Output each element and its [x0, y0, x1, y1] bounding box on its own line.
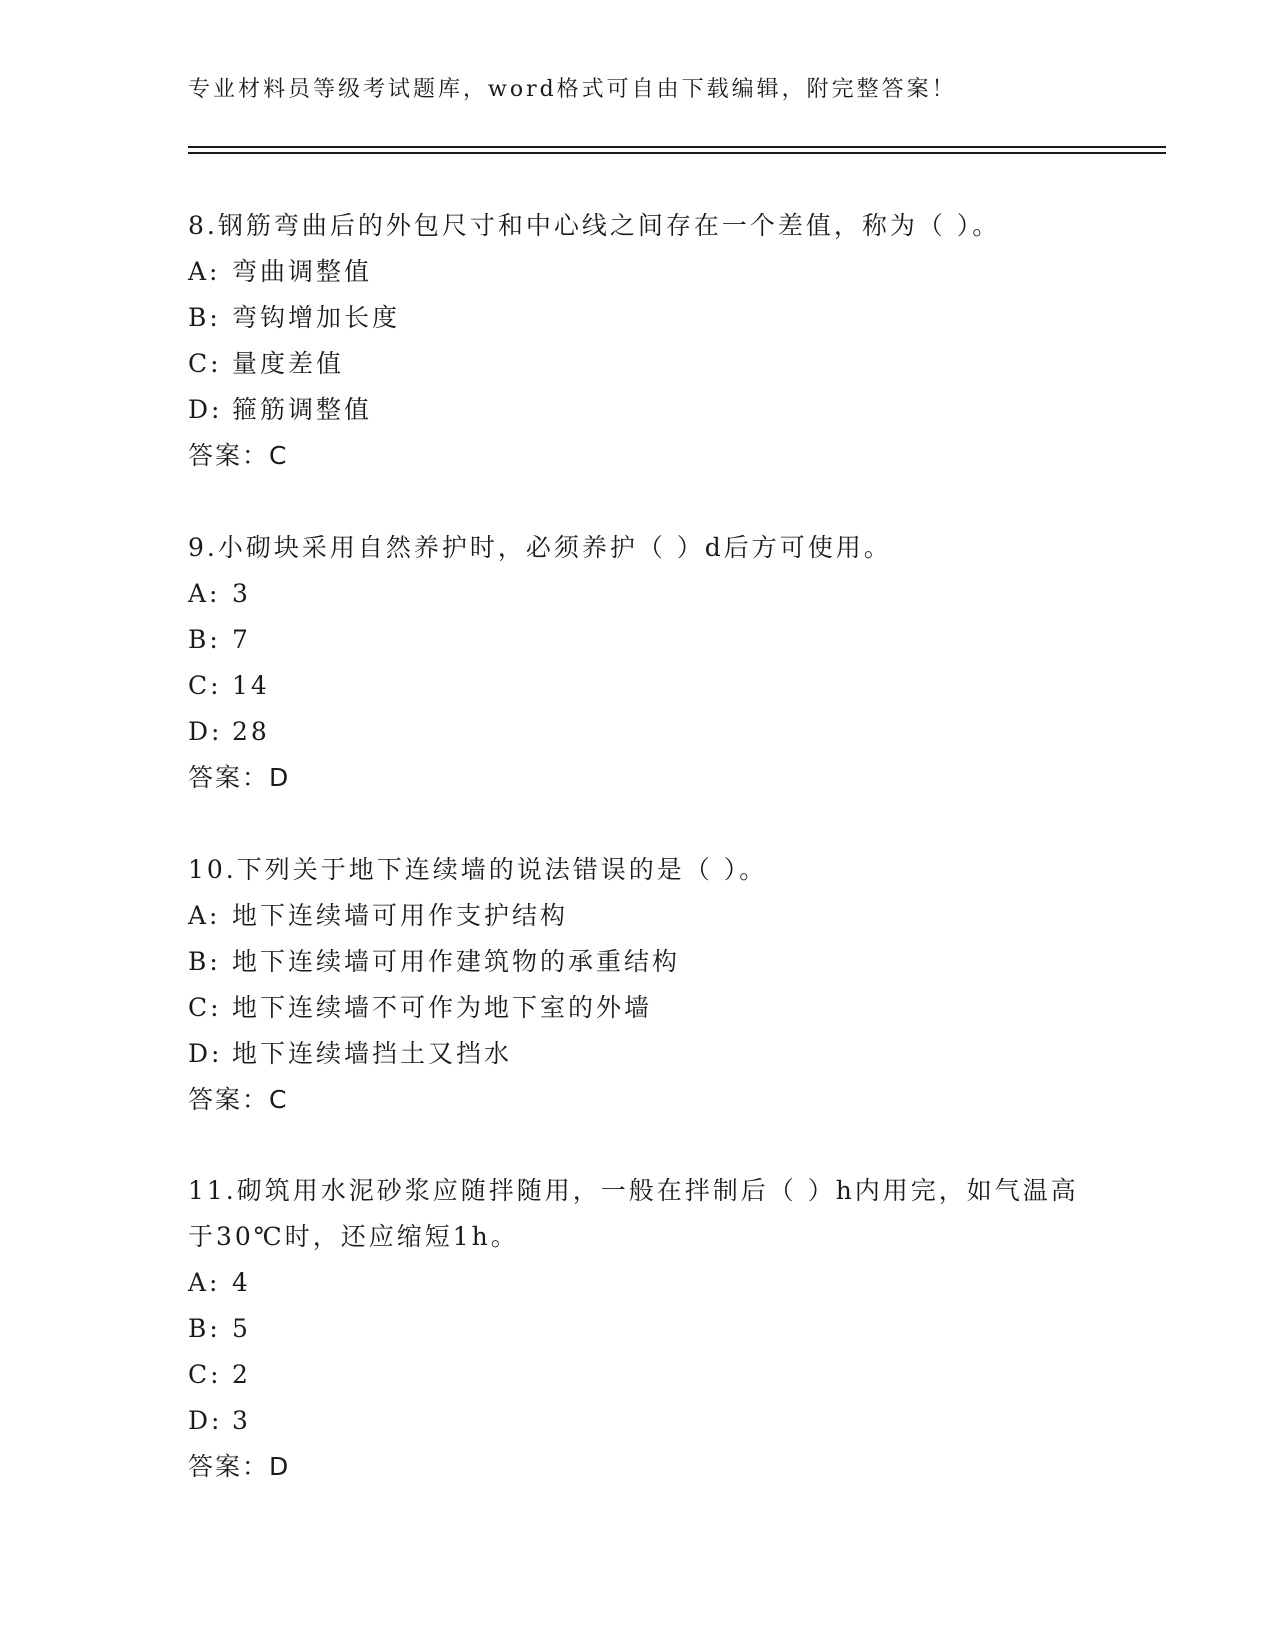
option-a	[188, 571, 1088, 617]
option-label: D:	[188, 1406, 223, 1435]
option-label: C:	[188, 349, 222, 378]
option-text: 地下连续墙挡土又挡水	[232, 1039, 513, 1068]
option-b	[188, 295, 1088, 341]
option-a	[188, 893, 1088, 939]
option-label: A:	[188, 901, 221, 930]
option-b	[188, 939, 1088, 985]
option-d	[188, 387, 1088, 433]
answer: 答案：D	[188, 763, 291, 792]
option-label: A:	[188, 257, 221, 286]
option-label: C:	[188, 1360, 222, 1389]
option-label: A:	[188, 579, 221, 608]
option-d	[188, 1031, 1088, 1077]
option-d	[188, 709, 1088, 755]
option-text: 14	[232, 671, 270, 700]
option-text: 地下连续墙可用作建筑物的承重结构	[232, 947, 681, 976]
question-11	[188, 1168, 1088, 1490]
option-text: 2	[232, 1360, 251, 1389]
option-text: 7	[232, 625, 251, 654]
option-text: 28	[232, 717, 270, 746]
question-10	[188, 847, 1088, 1123]
option-text: 量度差值	[232, 349, 345, 378]
header-rule-top	[188, 146, 1166, 148]
option-text: 地下连续墙可用作支护结构	[232, 901, 569, 930]
question-stem: 9.小砌块采用自然养护时，必须养护（ ）d后方可使用。	[188, 533, 892, 562]
option-text: 5	[232, 1314, 251, 1343]
question-stem: 8.钢筋弯曲后的外包尺寸和中心线之间存在一个差值，称为（ ）。	[188, 211, 1001, 240]
answer: 答案：D	[188, 1452, 291, 1481]
option-text: 箍筋调整值	[232, 395, 373, 424]
question-9	[188, 525, 1088, 801]
document-header: 专业材料员等级考试题库，word格式可自由下载编辑，附完整答案！	[188, 77, 957, 102]
option-b	[188, 1306, 1088, 1352]
option-label: C:	[188, 993, 222, 1022]
option-text: 3	[232, 579, 251, 608]
answer: 答案：C	[188, 1085, 289, 1114]
option-label: C:	[188, 671, 222, 700]
option-label: B:	[188, 1314, 221, 1343]
option-text: 弯钩增加长度	[232, 303, 401, 332]
option-c	[188, 663, 1088, 709]
option-c	[188, 985, 1088, 1031]
option-label: D:	[188, 717, 223, 746]
option-label: A:	[188, 1268, 221, 1297]
option-label: B:	[188, 625, 221, 654]
option-d	[188, 1398, 1088, 1444]
header-rule-bottom	[188, 152, 1166, 154]
answer: 答案：C	[188, 441, 289, 470]
option-text: 3	[232, 1406, 251, 1435]
question-stem: 11.砌筑用水泥砂浆应随拌随用，一般在拌制后（ ）h内用完，如气温高于30℃时，还应缩短1h。	[188, 1176, 1079, 1251]
option-label: D:	[188, 395, 223, 424]
option-text: 地下连续墙不可作为地下室的外墙	[232, 993, 653, 1022]
option-label: D:	[188, 1039, 223, 1068]
option-a	[188, 1260, 1088, 1306]
question-8	[188, 203, 1088, 479]
option-text: 弯曲调整值	[232, 257, 373, 286]
option-label: B:	[188, 947, 221, 976]
option-text: 4	[232, 1268, 251, 1297]
option-c	[188, 341, 1088, 387]
option-c	[188, 1352, 1088, 1398]
option-b	[188, 617, 1088, 663]
question-stem: 10.下列关于地下连续墙的说法错误的是（ ）。	[188, 855, 768, 884]
option-a	[188, 249, 1088, 295]
option-label: B:	[188, 303, 221, 332]
